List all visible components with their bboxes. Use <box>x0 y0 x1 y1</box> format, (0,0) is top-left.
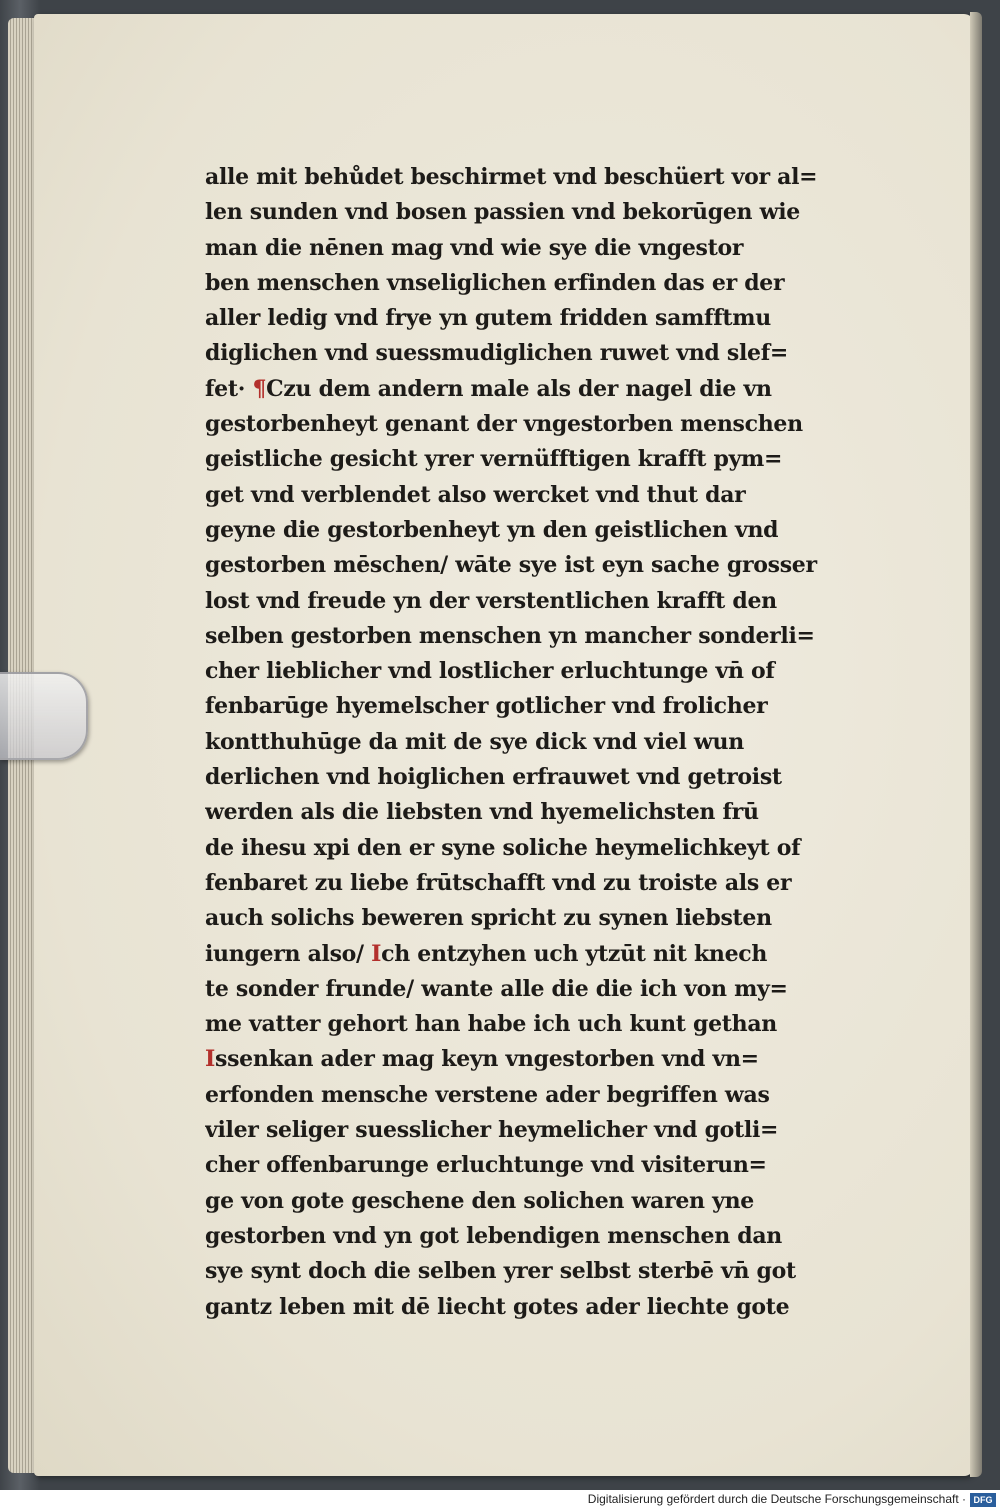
text-block <box>205 160 835 1325</box>
text-line <box>205 407 835 442</box>
text-line <box>205 195 835 230</box>
line-text: gestorbenheyt genant der vngestorben menschen <box>205 411 803 438</box>
text-line <box>205 1219 835 1254</box>
line-text: viler seliger suesslicher heymelicher vnd gotli= <box>205 1117 779 1144</box>
text-line <box>205 1254 835 1289</box>
line-text: get vnd verblendet also wercket vnd thut dar <box>205 481 746 508</box>
line-text: auch solichs beweren spricht zu synen liebsten <box>205 905 772 932</box>
dfg-logo: DFG <box>970 1493 996 1507</box>
text-line <box>205 442 835 477</box>
text-line <box>205 301 835 336</box>
text-line <box>205 1113 835 1148</box>
text-line <box>205 1290 835 1325</box>
line-text: diglichen vnd suessmudiglichen ruwet vnd slef= <box>205 340 789 367</box>
text-line <box>205 266 835 301</box>
text-line <box>205 795 835 830</box>
line-text: derlichen vnd hoiglichen erfrauwet vnd getroist <box>205 764 782 791</box>
text-line <box>205 901 835 936</box>
line-text: cher offenbarunge erluchtunge vnd visiterun= <box>205 1152 767 1179</box>
text-line <box>205 937 835 972</box>
line-text: me vatter gehort han habe ich uch kunt gethan <box>205 1011 777 1038</box>
line-text: geyne die gestorbenheyt yn den geistlichen vnd <box>205 516 779 543</box>
line-text: cher lieblicher vnd lostlicher erluchtunge vn̄ of <box>205 658 775 685</box>
page-clip <box>0 672 88 760</box>
line-text: gestorben mēschen/ wāte sye ist eyn sache grosser <box>205 552 817 579</box>
text-line <box>205 160 835 195</box>
line-text: lost vnd freude yn der verstentlichen krafft den <box>205 587 777 614</box>
line-text: werden als die liebsten vnd hyemelichsten frū <box>205 799 759 826</box>
text-line <box>205 831 835 866</box>
line-text: aller ledig vnd frye yn gutem fridden samfftmu <box>205 305 771 332</box>
text-line <box>205 231 835 266</box>
text-line <box>205 1042 835 1077</box>
text-line <box>205 584 835 619</box>
text-line <box>205 1007 835 1042</box>
text-line <box>205 866 835 901</box>
line-text: sye synt doch die selben yrer selbst sterbē vn̄ got <box>205 1258 796 1285</box>
rubric-initial: I <box>205 1046 215 1073</box>
footer-credit: Digitalisierung gefördert durch die Deutsche Forschungsgemeinschaft · <box>587 1492 966 1506</box>
line-text: alle mit behůdet beschirmet vnd beschüert vor al= <box>205 164 818 190</box>
text-line <box>205 689 835 724</box>
line-text: gestorben vnd yn got lebendigen menschen dan <box>205 1222 782 1249</box>
text-line <box>205 372 835 407</box>
text-line <box>205 548 835 583</box>
text-line <box>205 725 835 760</box>
line-text: Czu dem andern male als der nagel die vn <box>266 375 772 402</box>
text-line <box>205 1078 835 1113</box>
line-text: de ihesu xpi den er syne soliche heymelichkeyt of <box>205 834 801 861</box>
rubric-initial: ¶ <box>252 375 267 402</box>
text-line <box>205 972 835 1007</box>
text-line <box>205 1184 835 1219</box>
line-text: ge von gote geschene den solichen waren yne <box>205 1187 754 1214</box>
text-line <box>205 1148 835 1183</box>
line-text: ssenkan ader mag keyn vngestorben vnd vn= <box>215 1046 759 1073</box>
line-text: ben menschen vnseliglichen erfinden das er der <box>205 269 785 296</box>
line-text: fenbarūge hyemelscher gotlicher vnd frolicher <box>205 693 768 720</box>
line-text: kontthuhūge da mit de sye dick vnd viel wun <box>205 728 744 755</box>
text-line <box>205 654 835 689</box>
line-text: te sonder frunde/ wante alle die die ich von my= <box>205 975 788 1002</box>
line-text: geistliche gesicht yrer vernüfftigen krafft pym= <box>205 446 783 473</box>
footer-bar <box>0 1490 1000 1510</box>
line-prefix: fet· <box>205 375 253 402</box>
line-text: gantz leben mit dē liecht gotes ader liechte gote <box>205 1293 790 1320</box>
text-line <box>205 513 835 548</box>
text-line <box>205 478 835 513</box>
line-text: man die nēnen mag vnd wie sye die vngestor <box>205 234 744 261</box>
rubric-initial: I <box>371 940 382 967</box>
line-prefix: iungern also/ <box>205 940 372 967</box>
line-text: selben gestorben menschen yn mancher sonderli= <box>205 622 815 649</box>
page-right-edge <box>970 12 982 1477</box>
line-text: len sunden vnd bosen passien vnd bekorūgen wie <box>205 199 800 226</box>
text-line <box>205 336 835 371</box>
line-text: fenbaret zu liebe frūtschafft vnd zu troiste als er <box>205 869 792 896</box>
text-line <box>205 760 835 795</box>
line-text: erfonden mensche verstene ader begriffen was <box>205 1081 770 1108</box>
text-line <box>205 619 835 654</box>
line-text: ch entzyhen uch ytzūt nit knech <box>381 940 768 967</box>
